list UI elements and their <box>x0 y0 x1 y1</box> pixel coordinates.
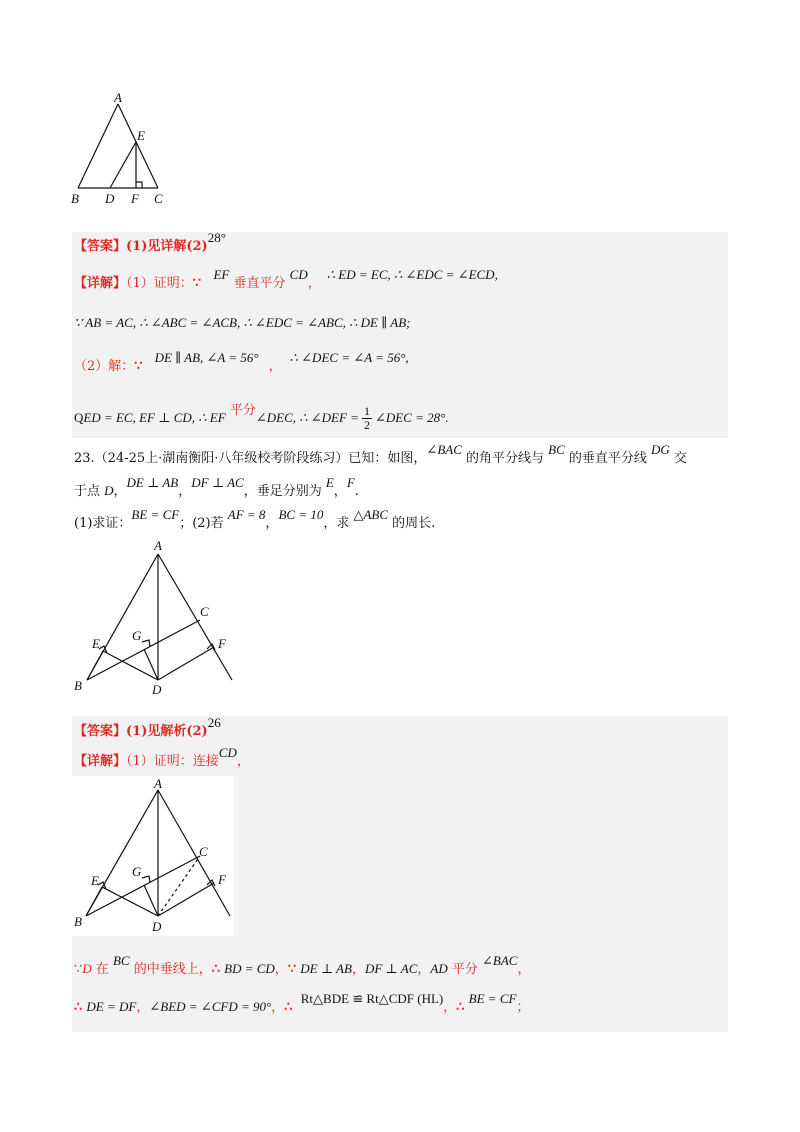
answer-label: 【答案】 <box>74 724 127 739</box>
angle-bisector-diagram <box>70 536 240 696</box>
detail-line-3 <box>74 350 409 376</box>
answer-line-1 <box>74 230 226 256</box>
math-angle-bac: ∠BAC <box>482 953 518 968</box>
answer-value: 26 <box>207 715 221 730</box>
therefore-symbol: ∴ <box>211 962 220 977</box>
label-f: F <box>131 191 139 206</box>
answer-parts: (1)见解析(2) <box>126 724 208 739</box>
label-e: E <box>137 128 145 143</box>
detail-step: （1）证明： <box>126 276 193 291</box>
math-ef: EF <box>213 267 230 282</box>
math-d: D <box>82 961 92 976</box>
text: 交 <box>669 451 687 466</box>
comma: ， <box>236 754 250 769</box>
math-bd-eq-cd: BD = CD <box>224 961 275 976</box>
because-symbol: ∵ <box>74 962 83 977</box>
math-statement-1: ED = EC, EF ⊥ CD, ∴ EF <box>83 410 226 425</box>
label-a: A <box>114 90 122 105</box>
math-bc: BC <box>112 953 130 968</box>
text: ， <box>333 484 347 499</box>
answer-line-2 <box>74 715 221 741</box>
math-triangle-abc: △ABC <box>353 507 389 522</box>
comma: ， <box>268 359 282 374</box>
fraction-numerator: 1 <box>363 404 370 418</box>
text: 的垂直平分线 <box>564 451 652 466</box>
label-g: G <box>132 628 142 643</box>
text: . <box>354 484 359 499</box>
text: ， <box>443 1000 457 1015</box>
text-bisect: 平分 <box>229 403 256 418</box>
label-a: A <box>154 776 162 791</box>
because-symbol: ∵ <box>287 962 297 977</box>
math-statement-3: ∠DEC = 28°. <box>374 410 449 425</box>
problem-23-line-2 <box>74 475 359 501</box>
because-symbol: ∵ <box>192 276 202 291</box>
text: ， <box>265 516 279 531</box>
math-af-eq-8: AF = 8 <box>227 507 266 522</box>
math-de-eq-df: DE = DF <box>86 999 137 1014</box>
math-be-eq-cf: BE = CF <box>468 991 517 1006</box>
answer-parts: (1)见详解(2) <box>126 239 208 254</box>
answer-label: 【答案】 <box>74 239 127 254</box>
text: ；(2)若 <box>179 516 228 531</box>
fraction-one-half <box>362 405 372 432</box>
label-c: C <box>200 604 209 619</box>
math-statement-2: ∠DEC, ∴ ∠DEF = <box>255 410 359 425</box>
math-q-symbol: Q <box>74 410 84 425</box>
math-d: D <box>104 483 114 498</box>
math-right-angles: ∠BED = ∠CFD = 90° <box>149 999 272 1014</box>
math-de-perp-ab: DE ⊥ AB <box>126 475 179 490</box>
problem-23-line-1 <box>74 442 687 468</box>
detail2-line-2 <box>74 953 531 979</box>
math-f: F <box>346 475 355 490</box>
math-bc: BC <box>548 442 565 457</box>
math-cd: CD <box>218 745 237 760</box>
detail-line-2 <box>74 314 410 333</box>
label-c: C <box>154 191 163 206</box>
math-cd: CD <box>289 267 308 282</box>
label-b: B <box>74 678 82 693</box>
label-f: F <box>218 872 226 887</box>
math-statement-2: ∴ ∠DEC = ∠A = 56°, <box>289 350 409 365</box>
label-g: G <box>132 864 142 879</box>
problem-23-line-3 <box>74 507 436 533</box>
text: ， <box>136 1000 150 1015</box>
comma: ， <box>307 276 321 291</box>
math-de-perp-ab: DE ⊥ AB <box>300 961 352 976</box>
label-d: D <box>152 919 162 934</box>
math-statement-1: DE ∥ AB, ∠A = 56° <box>154 350 259 365</box>
text: ， <box>271 1000 285 1015</box>
figure-triangle-abc-1 <box>60 90 180 210</box>
triangle-abc-diagram <box>60 90 180 210</box>
detail-line-1 <box>74 267 498 293</box>
math-df-perp-ac: DF ⊥ AC <box>364 961 418 976</box>
label-c: C <box>199 844 208 859</box>
label-b: B <box>74 914 82 929</box>
therefore-symbol: ∴ <box>456 1000 465 1015</box>
text: ， <box>113 484 127 499</box>
answer-value: 28° <box>207 230 226 245</box>
label-d: D <box>152 682 162 696</box>
text: ， <box>517 962 531 977</box>
label-a: A <box>154 538 162 553</box>
text: ， <box>274 962 288 977</box>
text: ， <box>178 484 192 499</box>
label-d: D <box>105 191 115 206</box>
text: 平分 <box>447 962 483 977</box>
math-e: E <box>325 475 334 490</box>
therefore-symbol: ∴ <box>284 1000 293 1015</box>
label-f: F <box>218 636 226 651</box>
detail-line-4 <box>74 404 449 433</box>
math-df-perp-ac: DF ⊥ AC <box>191 475 244 490</box>
text: ，垂足分别为 <box>243 484 326 499</box>
math-dg: DG <box>651 442 670 457</box>
label-b: B <box>71 191 79 206</box>
text: 在 <box>91 962 113 977</box>
detail2-line-1 <box>74 745 250 771</box>
text: ， <box>417 962 431 977</box>
detail-step: （1）证明：连接 <box>126 754 219 769</box>
text: (1)求证： <box>74 516 132 531</box>
figure-triangle-abc-3 <box>72 776 234 936</box>
math-ad: AD <box>430 961 448 976</box>
text: 的角平分线与 <box>461 451 549 466</box>
math-statement: ∴ ED = EC, ∴ ∠EDC = ∠ECD, <box>326 267 498 282</box>
problem-prefix: 23.（24-25上·湖南衡阳·八年级校考阶段练习）已知：如图， <box>74 451 427 466</box>
label-e: E <box>92 636 100 651</box>
text: 的周长. <box>388 516 436 531</box>
figure-triangle-abc-2 <box>70 536 240 696</box>
detail-label: 【详解】 <box>74 754 127 769</box>
text: ； <box>516 1000 530 1015</box>
math-be-eq-cf: BE = CF <box>131 507 180 522</box>
therefore-symbol: ∴ <box>74 1000 83 1015</box>
math-statement: ∵ AB = AC, ∴ ∠ABC = ∠ACB, ∴ ∠EDC = ∠ABC, ∴ DE ∥ AB; <box>74 315 411 330</box>
angle-bisector-diagram-with-cd <box>72 776 234 936</box>
text: 于点 <box>74 484 105 499</box>
math-angle-bac: ∠BAC <box>426 442 462 457</box>
text: ， <box>351 962 365 977</box>
text-perp-bisect: 垂直平分 <box>233 276 286 291</box>
math-congruent-triangles: Rt△BDE ≌ Rt△CDF (HL) <box>300 991 444 1006</box>
text: ，求 <box>323 516 354 531</box>
because-symbol: ∵ <box>134 359 143 374</box>
detail-label: 【详解】 <box>74 276 127 291</box>
detail2-line-3 <box>74 991 530 1017</box>
detail-step: （2）解： <box>74 359 135 374</box>
math-bc-eq-10: BC = 10 <box>278 507 324 522</box>
fraction-denominator: 2 <box>363 418 370 432</box>
text: 的中垂线上， <box>129 962 212 977</box>
label-e: E <box>91 873 99 888</box>
